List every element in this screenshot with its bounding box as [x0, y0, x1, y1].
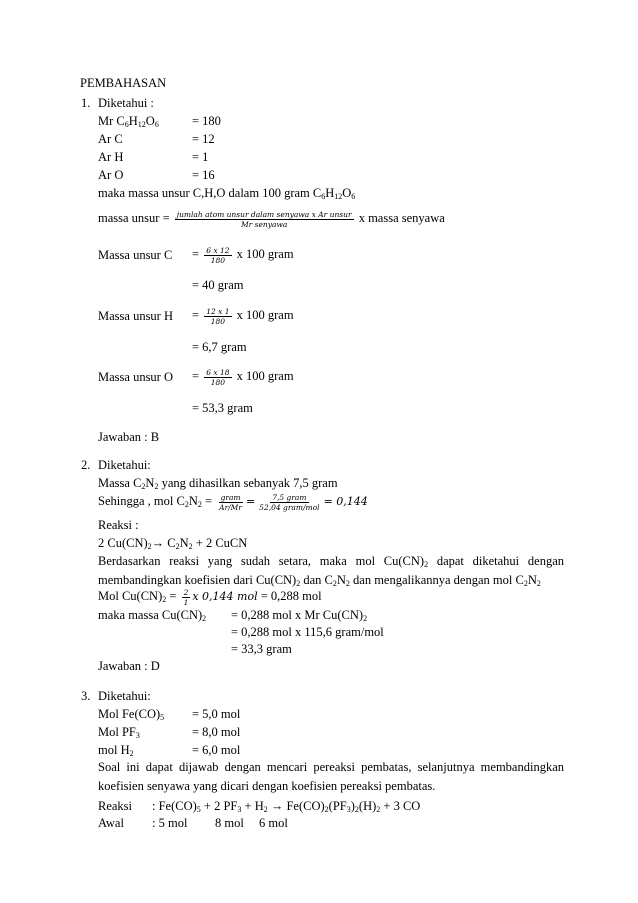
- p1-h-result: = 6,7 gram: [192, 340, 247, 354]
- p3-paragraph: Soal ini dapat dijawab dengan mencari pereaksi pembatas, selanjutnya membandingkan koefisien senyawa yang dicari dengan koefisien pereaksi pembatas.: [98, 760, 564, 793]
- item-number-2: 2.: [81, 458, 91, 472]
- p3-h2-value: = 6,0 mol: [192, 743, 241, 757]
- p2-mol-line: Mol $Cu(CN)_2$ = $\frac{2}{1}$ x 0,144 mol = 0,288 mol: [98, 587, 322, 607]
- item-number-3: 3.: [81, 689, 91, 703]
- p1-maka-line: maka massa unsur C,H,O dalam 100 gram $C_6H_{12}O_6$: [98, 186, 356, 201]
- p3-fe-label: Mol $Fe(CO)_5$: [98, 707, 165, 722]
- p1-formula: massa unsur = $\frac{\text{jumlah atom unsur dalam senyawa x Ar unsur}}{\text{Mr senyawa}}$ x massa senyawa: [98, 209, 445, 229]
- p2-maka-line3: = 33,3 gram: [231, 642, 292, 656]
- p2-fraction-2: $\frac{\text{7,5 gram}}{\text{52,04 gram/mol}}$: [259, 492, 320, 512]
- p3-awal-a: : 5 mol: [152, 816, 188, 830]
- item-number-1: 1.: [81, 96, 91, 110]
- p2-paragraph: Berdasarkan reaksi yang sudah setara, maka mol $Cu(CN)_2$ dapat diketahui dengan membandingkan koefisien dari $Cu(CN)_2$ dan $C_2N_2$ dan mengalikannya dengan mol $C_2N_2$: [98, 554, 564, 588]
- p2-line1: Massa $C_2N_2$ yang dihasilkan sebanyak 7,5 gram: [98, 476, 338, 491]
- p1-h-expr: = $\frac{12 x 1}{180}$ x 100 gram: [192, 306, 294, 326]
- p1-aro-label: Ar O: [98, 168, 124, 182]
- p1-arh-value: = 1: [192, 150, 209, 164]
- p1-mr-label: Mr $C_6H_{12}O_6$: [98, 114, 159, 129]
- p3-h2-label: mol $H_2$: [98, 743, 134, 758]
- p3-awal-b: 8 mol: [215, 816, 244, 830]
- p2-fraction-1: $\frac{\text{gram}}{Ar/Mr}$: [219, 492, 242, 512]
- p2-maka-line1: = 0,288 mol x Mr $Cu(CN)_2$: [231, 608, 368, 623]
- p2-maka-line2: = 0,288 mol x 115,6 gram/mol: [231, 625, 384, 639]
- p1-o-label: Massa unsur O: [98, 370, 173, 384]
- p3-reaksi-equation: : $Fe(CO)_5 + 2$ $PF_3 + H_2 \to Fe(CO)_2(PF_3)_2(H)_2 + 3$ CO: [152, 799, 421, 814]
- p1-arc-value: = 12: [192, 132, 215, 146]
- p1-c-expr: = $\frac{6 x 12}{180}$ x 100 gram: [192, 245, 294, 265]
- p1-arc-label: Ar C: [98, 132, 123, 146]
- p3-heading: Diketahui:: [98, 689, 151, 703]
- p2-answer: Jawaban : D: [98, 659, 160, 673]
- p1-answer: Jawaban : B: [98, 430, 160, 444]
- p2-coef-fraction: $\frac{2}{1}$: [183, 587, 189, 607]
- p2-reaksi-label: Reaksi :: [98, 518, 139, 532]
- p2-equation: 2 $Cu(CN)_2\to C_2N_2 + 2$ CuCN: [98, 536, 248, 551]
- p1-formula-fraction: $\frac{\text{jumlah atom unsur dalam senyawa x Ar unsur}}{\text{Mr senyawa}}$: [176, 209, 352, 229]
- p1-h-label: Massa unsur H: [98, 309, 173, 323]
- p3-awal-c: 6 mol: [259, 816, 288, 830]
- p1-heading: Diketahui :: [98, 96, 154, 110]
- p1-o-result: = 53,3 gram: [192, 401, 253, 415]
- p3-fe-value: = 5,0 mol: [192, 707, 241, 721]
- p1-o-expr: = $\frac{6 x 18}{180}$ x 100 gram: [192, 367, 294, 387]
- p1-arh-label: Ar H: [98, 150, 124, 164]
- p3-reaksi-label: Reaksi: [98, 799, 133, 813]
- p1-c-label: Massa unsur C: [98, 248, 173, 262]
- p2-heading: Diketahui:: [98, 458, 151, 472]
- p2-maka-label: maka massa $Cu(CN)_2$: [98, 608, 207, 623]
- p3-pf-value: = 8,0 mol: [192, 725, 241, 739]
- heading: PEMBAHASAN: [80, 76, 167, 90]
- p3-pf-label: Mol $PF_3$: [98, 725, 140, 740]
- p1-aro-value: = 16: [192, 168, 215, 182]
- p1-c-result: = 40 gram: [192, 278, 244, 292]
- p2-line2: Sehingga , mol $C_2N_2$ = $\frac{\text{gram}}{Ar/Mr}$ = $\frac{\text{7,5 gram}}{\text{52,04 gram/mol}}$ = 0,144: [98, 492, 368, 512]
- p1-mr-value: = 180: [192, 114, 221, 128]
- p3-awal-label: Awal: [98, 816, 124, 830]
